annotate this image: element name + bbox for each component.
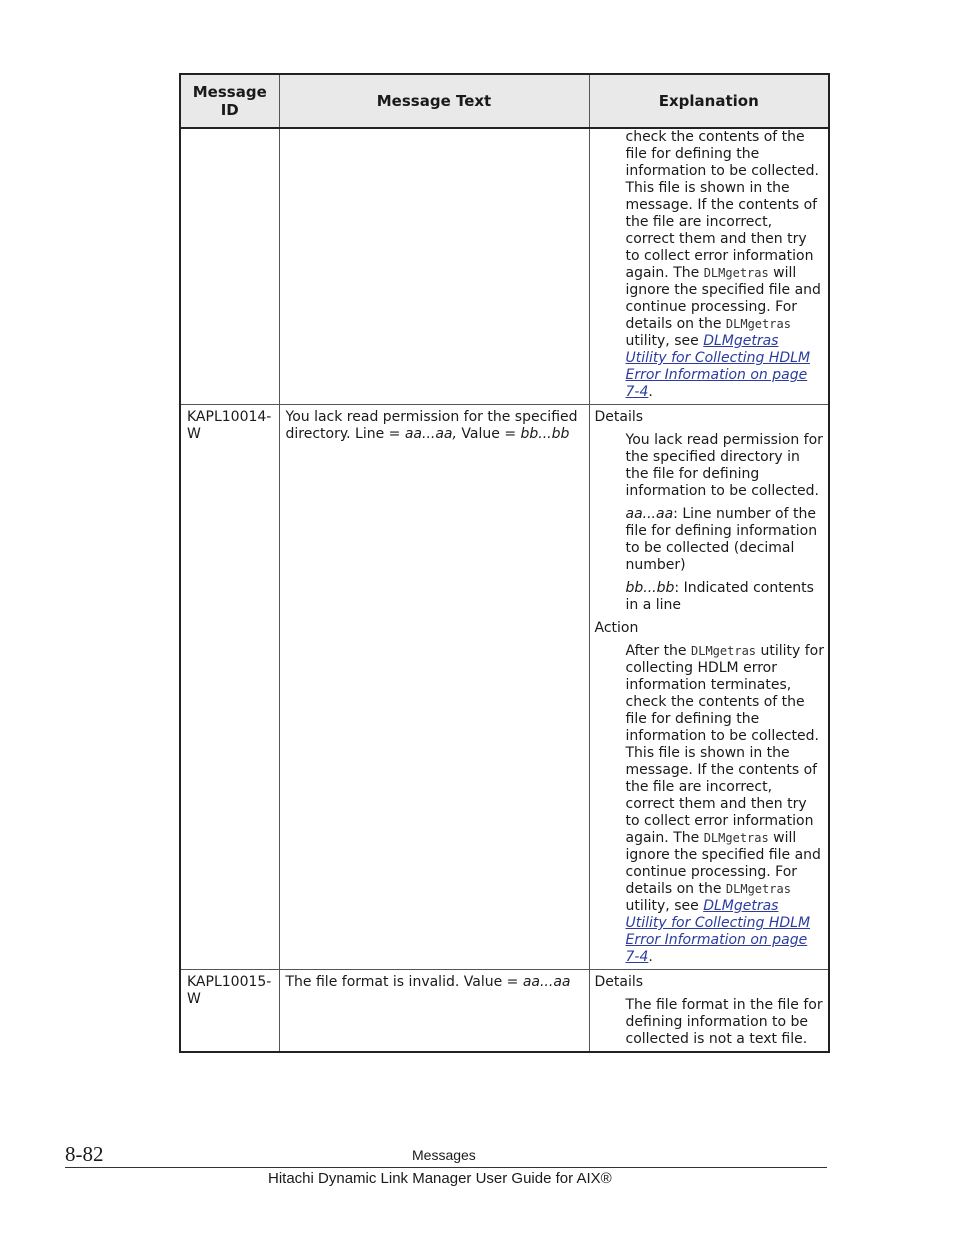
row1-reference-link[interactable]: DLMgetras Utility for Collecting HDLM Error Information on page 7-4: [625, 333, 811, 400]
row1-command-name: DLMgetras: [703, 266, 769, 280]
row1-id-cell: [180, 128, 279, 405]
row2-variable: aa...aa: [625, 506, 674, 522]
row2-text-segment: Value =: [456, 426, 521, 442]
row2-variable: aa...aa,: [404, 426, 457, 442]
footer-divider: [65, 1167, 827, 1168]
row2-action-paragraph: [595, 643, 825, 966]
row2-text-segment: utility for collecting HDLM error information terminates, check the contents of the file for defining the information to be collected. This file is shown in the message. If the contents of the file are incorrect, correct them and then try to collect error information again. The: [625, 643, 824, 846]
row1-text-segment: will ignore the specified file and continue processing. For details on the: [625, 265, 821, 332]
footer-section-name: Messages: [412, 1147, 476, 1163]
row2-text-segment: : Indicated contents in a line: [625, 580, 814, 613]
row2-command-name: DLMgetras: [703, 831, 769, 845]
row1-action-paragraph: [595, 129, 825, 401]
row1-explanation-cell: [589, 128, 829, 405]
row2-text-cell: [279, 405, 589, 970]
header-message-text: Message Text: [279, 74, 589, 128]
row1-text-segment: check the contents of the file for defining the information to be collected. This file is shown in the message. If the contents of the file are incorrect, correct them and then try to collect error information again. The: [625, 129, 819, 281]
row3-variable: aa...aa: [522, 974, 571, 990]
table-row: [180, 405, 829, 970]
row2-details-paragraph: [595, 506, 825, 574]
row1-text-segment: utility, see: [625, 333, 704, 349]
row2-variable: bb...bb: [625, 580, 675, 596]
row2-command-name: DLMgetras: [725, 882, 791, 896]
row2-command-name: DLMgetras: [691, 644, 757, 658]
footer-document-title: Hitachi Dynamic Link Manager User Guide for AIX®: [268, 1170, 612, 1187]
row3-details-label: Details: [594, 974, 644, 990]
row2-explanation-cell: [589, 405, 829, 970]
table-row: [180, 128, 829, 405]
header-message-id: Message ID: [180, 74, 279, 128]
row2-reference-link[interactable]: DLMgetras Utility for Collecting HDLM Error Information on page 7-4: [625, 898, 811, 965]
row3-id-cell: KAPL10015-W: [180, 970, 279, 1053]
row2-text-segment: .: [648, 949, 653, 965]
row2-text-segment: utility, see: [625, 898, 704, 914]
row2-details-paragraph: You lack read permission for the specified directory in the file for defining information to be collected.: [625, 432, 823, 499]
table-header-row: [180, 74, 829, 128]
row2-action-label: Action: [594, 620, 639, 636]
row3-explanation-cell: [589, 970, 829, 1053]
row2-id-cell: KAPL10014-W: [180, 405, 279, 970]
page-number: 8-82: [65, 1142, 104, 1166]
row3-details-paragraph: The file format in the file for defining information to be collected is not a text file.: [625, 997, 823, 1047]
row1-text-cell: [279, 128, 589, 405]
row3-text-segment: The file format is invalid. Value =: [285, 974, 523, 990]
row2-variable: bb...bb: [520, 426, 570, 442]
row2-text-segment: You lack read permission for the specified directory. Line =: [285, 409, 578, 442]
row1-command-name: DLMgetras: [725, 317, 791, 331]
row2-text-segment: : Line number of the file for defining information to be collected (decimal number): [625, 506, 818, 573]
row3-text-cell: [279, 970, 589, 1053]
row2-text-segment: After the: [625, 643, 691, 659]
header-explanation: Explanation: [589, 74, 829, 128]
row2-text-segment: will ignore the specified file and continue processing. For details on the: [625, 830, 821, 897]
messages-table: [179, 73, 830, 1053]
row2-details-paragraph: [595, 580, 825, 614]
row2-details-label: Details: [594, 409, 644, 425]
table-row: [180, 970, 829, 1053]
row1-text-segment: .: [648, 384, 653, 400]
